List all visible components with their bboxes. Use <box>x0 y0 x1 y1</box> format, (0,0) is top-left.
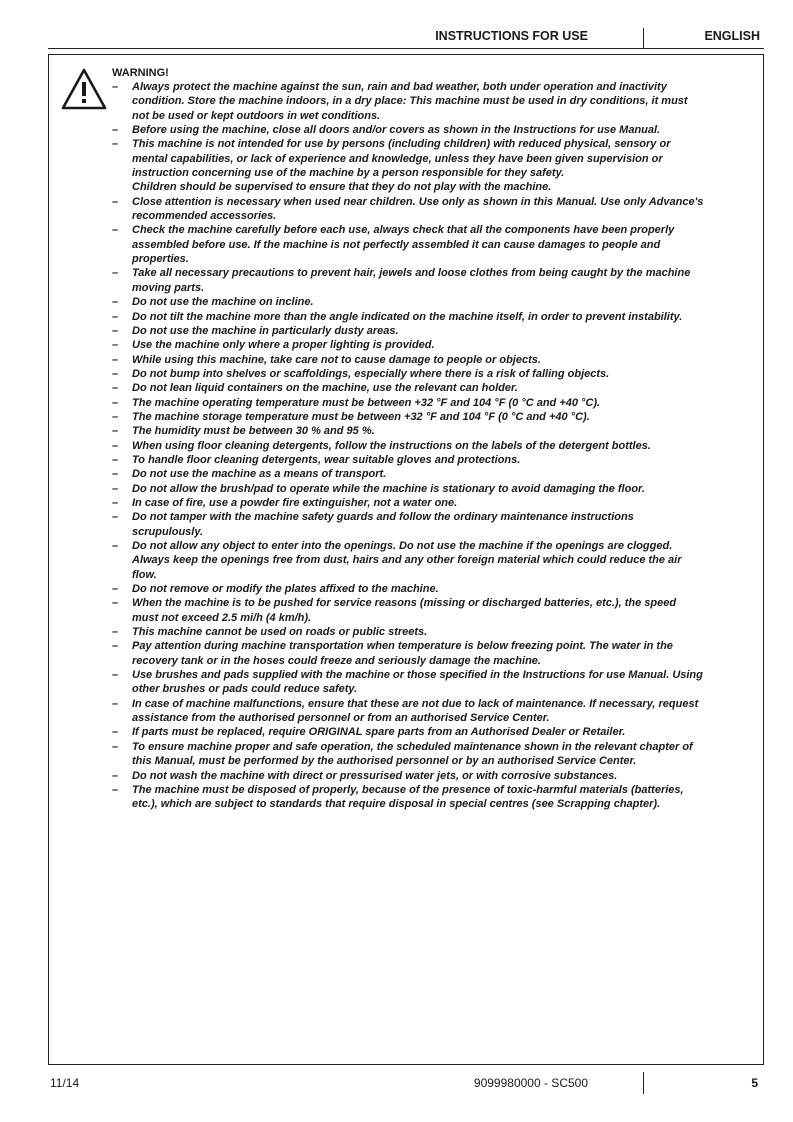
warning-item-line: scrupulously. <box>132 525 204 538</box>
warning-item <box>112 725 758 739</box>
warning-item-line: Always keep the openings free from dust, hairs and any other foreign material which could reduce the air <box>132 554 682 567</box>
warning-item-line: Do not tilt the machine more than the angle indicated on the machine itself, in order to prevent instability. <box>132 310 683 323</box>
warning-item <box>112 539 758 582</box>
list-dash: – <box>112 783 119 796</box>
warning-item-line: Use the machine only where a proper lighting is provided. <box>132 339 435 352</box>
warning-item <box>112 625 758 639</box>
list-dash: – <box>112 81 119 93</box>
warning-item-line: Do not wash the machine with direct or pressurised water jets, or with corrosive substances. <box>132 769 618 782</box>
warning-item <box>112 266 758 295</box>
warning-item <box>112 310 758 324</box>
footer-date: 11/14 <box>50 1076 80 1090</box>
list-dash: – <box>112 468 119 481</box>
list-dash: – <box>112 310 119 323</box>
warning-item-line: this Manual, must be performed by the authorised personnel or by an authorised Service Center. <box>132 755 637 768</box>
warning-item-line: To handle floor cleaning detergents, wear suitable gloves and protections. <box>132 453 521 466</box>
list-dash: – <box>112 597 119 610</box>
warning-item-line: Do not lean liquid containers on the machine, use the relevant can holder. <box>132 382 518 395</box>
warning-item <box>112 324 758 338</box>
page-header <box>48 26 764 49</box>
list-dash: – <box>112 640 119 653</box>
warning-item-line: Do not allow the brush/pad to operate while the machine is stationary to avoid damaging the floor. <box>132 482 645 495</box>
warning-item-line: condition. Store the machine indoors, in a dry place: This machine must be used in dry conditions, it must <box>132 95 688 108</box>
warning-item-line: When using floor cleaning detergents, follow the instructions on the labels of the detergent bottles. <box>132 439 651 452</box>
warning-item <box>112 582 758 596</box>
warning-item <box>112 482 758 496</box>
warning-item <box>112 381 758 395</box>
warning-item-line: The machine storage temperature must be between +32 °F and 104 °F (0 °C and +40 °C). <box>132 410 590 423</box>
warning-item-line: other brushes or pads could reduce safety. <box>132 683 358 696</box>
warning-item-line: Take all necessary precautions to prevent hair, jewels and loose clothes from being caught by the machine <box>132 267 691 280</box>
list-dash: – <box>112 482 119 495</box>
warning-item-line: not be used or kept outdoors in wet conditions. <box>132 109 381 122</box>
header-language: ENGLISH <box>704 29 760 43</box>
warning-item <box>112 295 758 309</box>
warning-item <box>112 353 758 367</box>
warning-item-line: must not exceed 2.5 mi/h (4 km/h). <box>132 611 312 624</box>
warning-item-line: Do not use the machine in particularly dusty areas. <box>132 324 399 337</box>
warning-item-line: etc.), which are subject to standards that require disposal in special centres (see Scrapping chapter). <box>132 798 661 811</box>
list-dash: – <box>112 425 119 438</box>
warning-item <box>112 439 758 453</box>
footer-divider <box>643 1072 644 1094</box>
warning-item-line: The machine must be disposed of properly, because of the presence of toxic-harmful materials (batteries, <box>132 783 684 796</box>
list-dash: – <box>112 410 119 423</box>
warning-item-line: Do not use the machine as a means of transport. <box>132 468 387 481</box>
list-dash: – <box>112 267 119 280</box>
warning-item-line: This machine cannot be used on roads or public streets. <box>132 626 428 639</box>
warning-item-line: Do not tamper with the machine safety guards and follow the ordinary maintenance instructions <box>132 511 634 524</box>
warning-item-line: Use brushes and pads supplied with the machine or those specified in the Instructions for use Manual. Using <box>132 669 703 682</box>
warning-item <box>112 123 758 137</box>
list-dash: – <box>112 353 119 366</box>
list-dash: – <box>112 367 119 380</box>
warning-heading: WARNING! <box>112 67 169 79</box>
warning-item-line: Always protect the machine against the sun, rain and bad weather, both under operation and inactivity <box>132 81 667 93</box>
warning-item <box>112 639 758 668</box>
warning-item-line: Do not allow any object to enter into the openings. Do not use the machine if the openings are clogged. <box>132 540 673 552</box>
warning-item <box>112 596 758 625</box>
warning-item-line: When the machine is to be pushed for service reasons (missing or discharged batteries, etc.), the speed <box>132 597 677 610</box>
warning-item-line: moving parts. <box>132 281 205 294</box>
warning-item-line: While using this machine, take care not to cause damage to people or objects. <box>132 353 541 366</box>
warning-item-line: recommended accessories. <box>132 210 277 223</box>
list-dash: – <box>112 339 119 352</box>
list-dash: – <box>112 769 119 782</box>
warning-item <box>112 410 758 424</box>
warning-item-line: The machine operating temperature must be between +32 °F and 104 °F (0 °C and +40 °C). <box>132 396 601 409</box>
list-dash: – <box>112 453 119 466</box>
warning-item-line: Do not remove or modify the plates affixed to the machine. <box>132 583 439 596</box>
warning-item <box>112 396 758 410</box>
warning-item-line: instruction concerning use of the machine by a person responsible for they safety. <box>132 167 565 180</box>
warning-item-line: This machine is not intended for use by persons (including children) with reduced physical, sensory or <box>132 138 671 151</box>
warning-item <box>112 496 758 510</box>
warning-item <box>112 510 758 539</box>
list-dash: – <box>112 439 119 452</box>
warning-box <box>48 54 764 1065</box>
warning-item <box>112 223 758 266</box>
list-dash: – <box>112 224 119 237</box>
warning-item-line: Before using the machine, close all doors and/or covers as shown in the Instructions for use Manual. <box>132 124 661 137</box>
warning-item <box>112 367 758 381</box>
header-title: INSTRUCTIONS FOR USE <box>435 29 588 43</box>
warning-item-line: In case of machine malfunctions, ensure that these are not due to lack of maintenance. If necessary, request <box>132 697 699 710</box>
list-dash: – <box>112 138 119 151</box>
warning-item-line: Pay attention during machine transportation when temperature is below freezing point. The water in the <box>132 640 673 653</box>
warning-item <box>112 195 758 224</box>
warning-item-line: mental capabilities, or lack of experience and knowledge, unless they have been given supervision or <box>132 152 663 165</box>
warning-item-line: Do not use the machine on incline. <box>132 296 314 309</box>
list-dash: – <box>112 626 119 639</box>
warning-item <box>112 338 758 352</box>
warning-item-line: In case of fire, use a powder fire extinguisher, not a water one. <box>132 496 458 509</box>
list-dash: – <box>112 740 119 753</box>
warning-item <box>112 137 758 194</box>
warning-item <box>112 467 758 481</box>
list-dash: – <box>112 669 119 682</box>
list-dash: – <box>112 396 119 409</box>
warning-item-line: recovery tank or in the hoses could freeze and seriously damage the machine. <box>132 654 541 667</box>
list-dash: – <box>112 324 119 337</box>
list-dash: – <box>112 124 119 137</box>
warning-item-line: flow. <box>132 568 157 581</box>
list-dash: – <box>112 726 119 739</box>
warning-item-line: assembled before use. If the machine is not perfectly assembled it can cause damages to people and <box>132 238 661 251</box>
warning-item-line: Check the machine carefully before each use, always check that all the components have been properly <box>132 224 675 237</box>
list-dash: – <box>112 511 119 524</box>
list-dash: – <box>112 697 119 710</box>
page-number: 5 <box>751 1076 758 1090</box>
warning-item-line: The humidity must be between 30 % and 95 %. <box>132 425 375 438</box>
warning-item <box>112 80 758 123</box>
list-dash: – <box>112 583 119 596</box>
warning-item <box>112 697 758 726</box>
list-dash: – <box>112 296 119 309</box>
warning-item-line: properties. <box>132 253 189 266</box>
list-dash: – <box>112 540 119 552</box>
warning-item <box>112 453 758 467</box>
warning-item-line: Children should be supervised to ensure that they do not play with the machine. <box>132 181 552 194</box>
warning-triangle-icon <box>60 67 108 111</box>
warning-item <box>112 740 758 769</box>
warning-item-line: If parts must be replaced, require ORIGINAL spare parts from an Authorised Dealer or Retailer. <box>132 726 626 739</box>
warning-list <box>112 80 758 812</box>
page-footer <box>48 1072 764 1096</box>
list-dash: – <box>112 496 119 509</box>
warning-item <box>112 668 758 697</box>
warning-item-line: assistance from the authorised personnel or from an authorised Service Center. <box>132 712 550 725</box>
warning-item-line: Do not bump into shelves or scaffoldings, especially where there is a risk of falling objects. <box>132 367 610 380</box>
warning-item <box>112 769 758 783</box>
warning-item <box>112 424 758 438</box>
list-dash: – <box>112 195 119 208</box>
footer-doc-code: 9099980000 - SC500 <box>473 1076 588 1090</box>
warning-item <box>112 783 758 812</box>
header-divider <box>643 28 644 48</box>
list-dash: – <box>112 382 119 395</box>
warning-item-line: Close attention is necessary when used near children. Use only as shown in this Manual. Use only Advance's <box>132 195 704 208</box>
warning-item-line: To ensure machine proper and safe operation, the scheduled maintenance shown in the relevant chapter of <box>132 740 693 753</box>
